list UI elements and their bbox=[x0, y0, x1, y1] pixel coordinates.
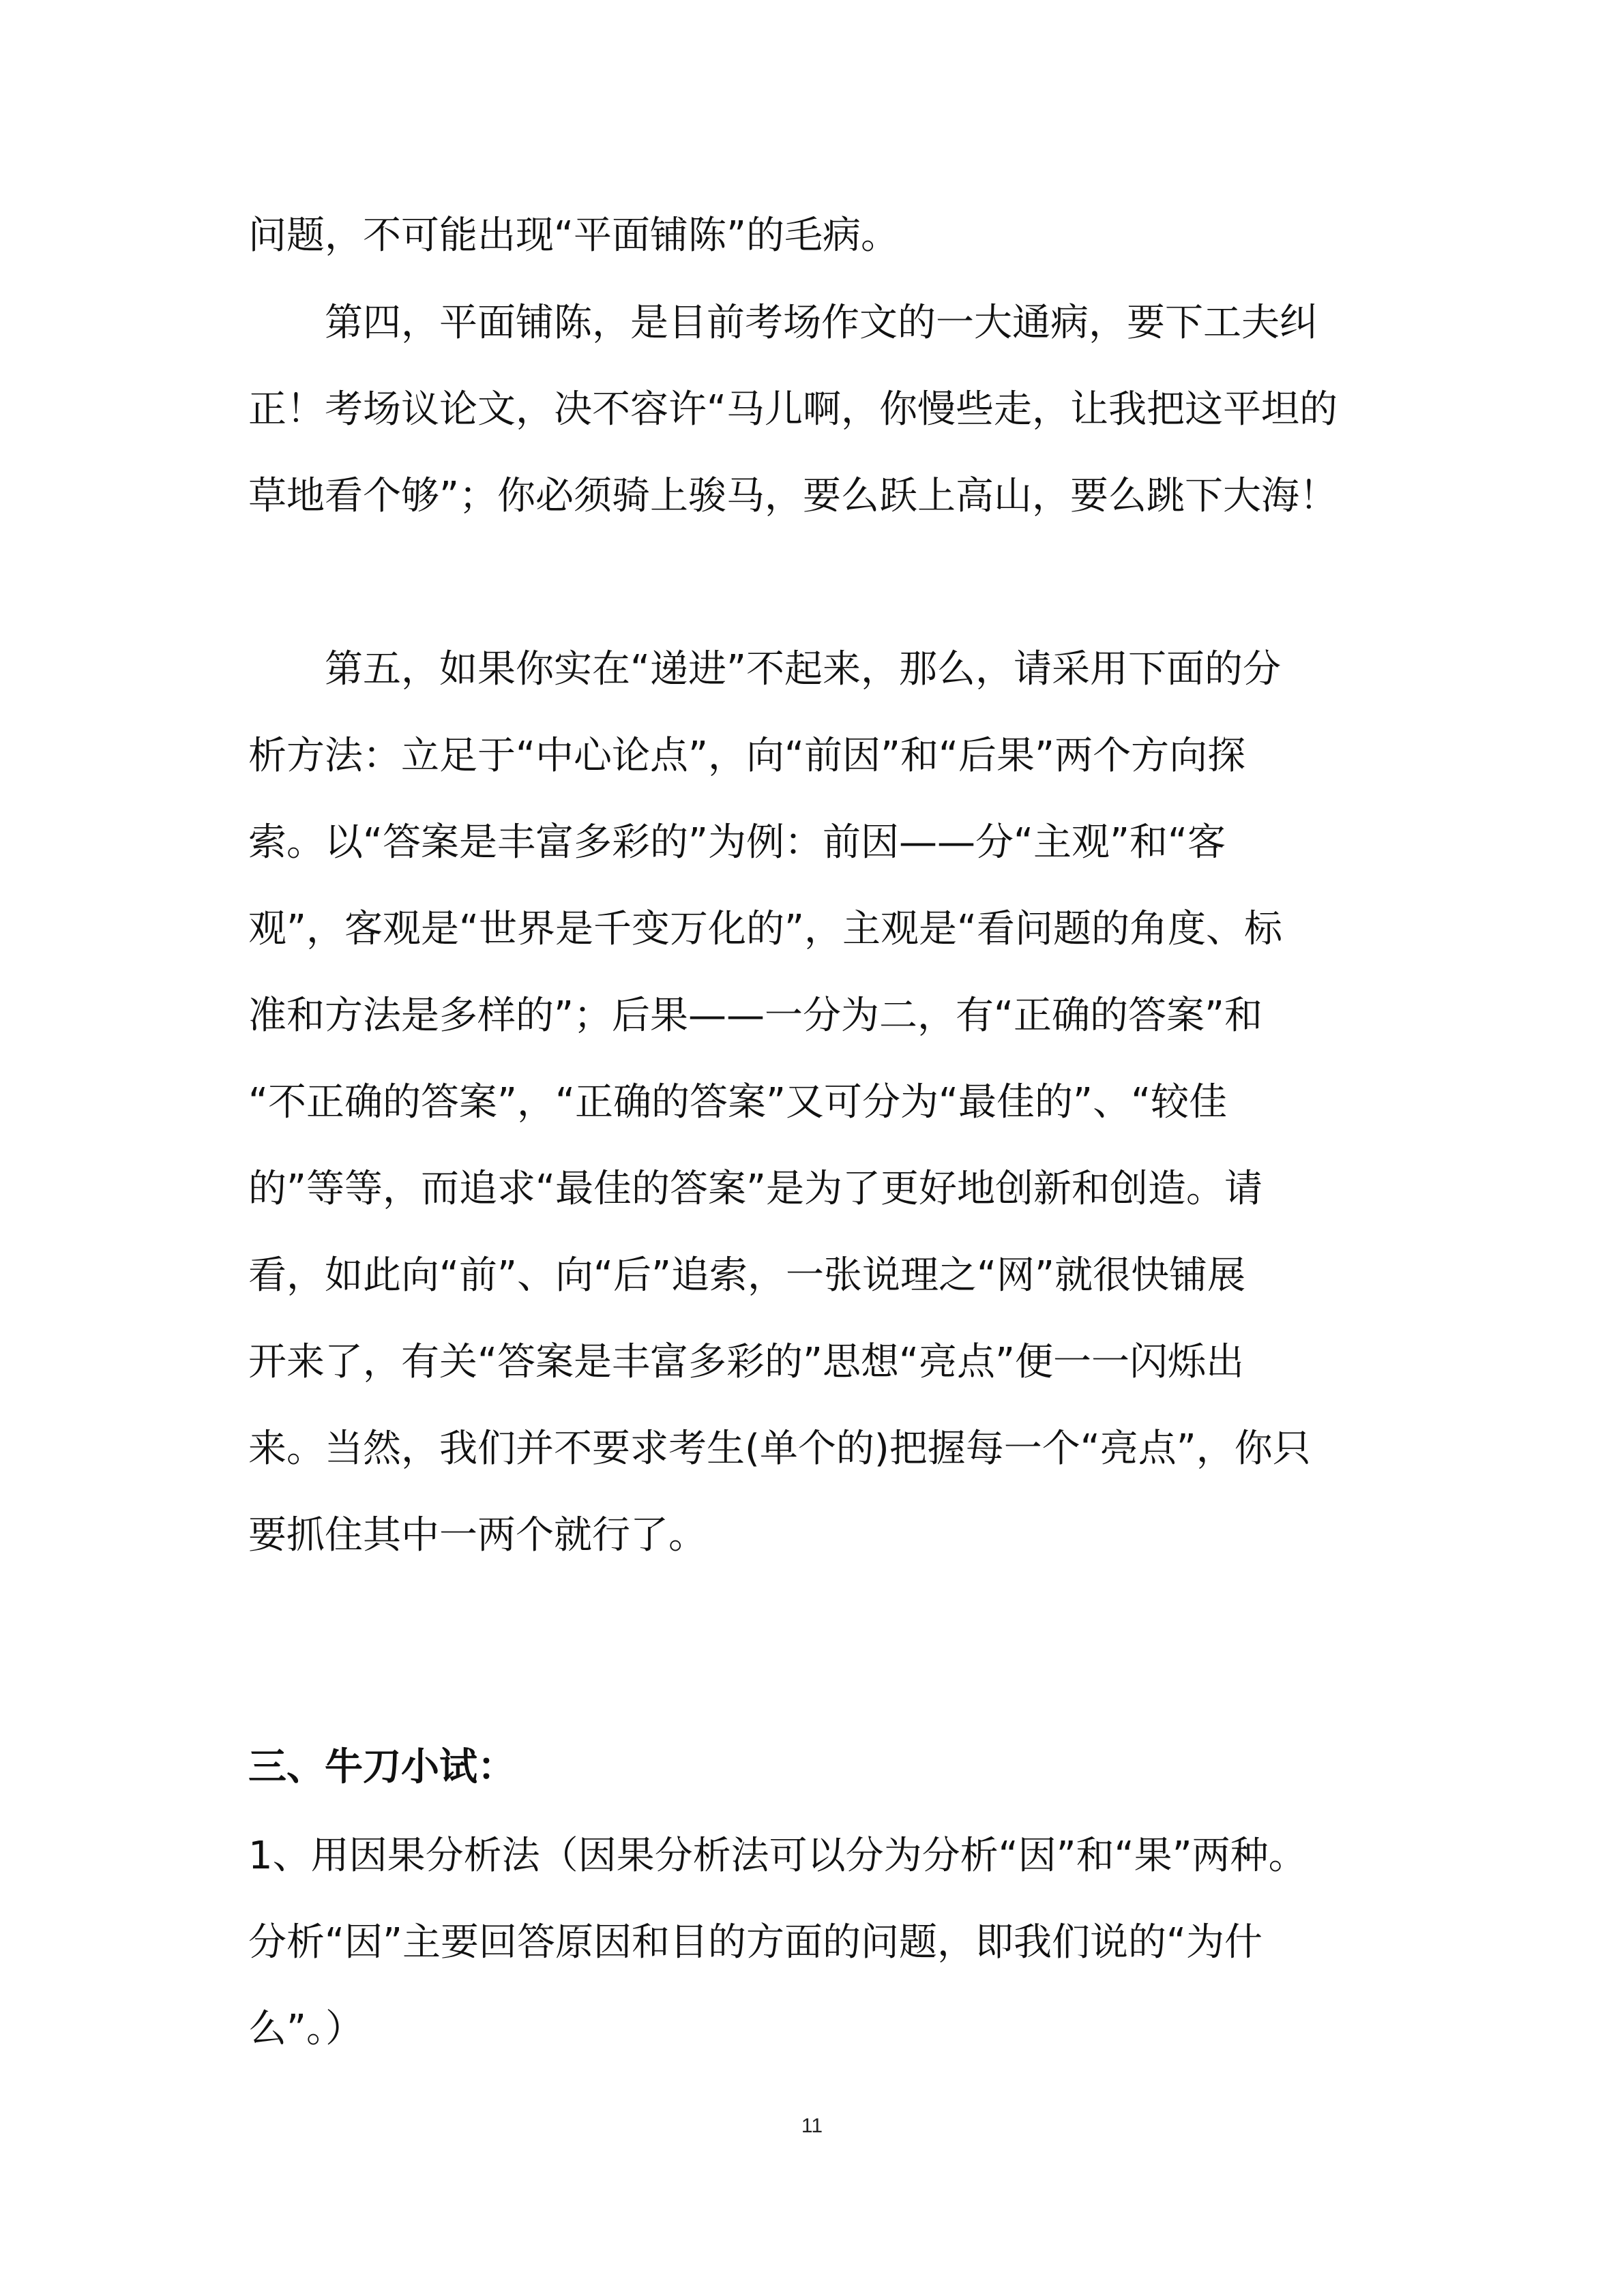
text-line-14: 来。当然，我们并不要求考生(单个的)把握每一个“亮点”，你只 bbox=[248, 1427, 1311, 1471]
text-line-2: 第四，平面铺陈，是目前考场作文的一大通病，要下工夫纠 bbox=[248, 301, 1318, 345]
exercise-line-2: 分析“因”主要回答原因和目的方面的问题，即我们说的“为什 bbox=[248, 1920, 1263, 1965]
exercise-line-1: 1、用因果分析法（因果分析法可以分为分析“因”和“果”两种。 bbox=[248, 1834, 1307, 1878]
section-heading: 三、牛刀小试： bbox=[248, 1745, 516, 1789]
exercise-line-3: 么”。） bbox=[248, 2007, 364, 2051]
text-line-5: 第五，如果你实在“递进”不起来，那么，请采用下面的分 bbox=[248, 647, 1282, 691]
text-line-9: 准和方法是多样的”；后果——一分为二，有“正确的答案”和 bbox=[248, 994, 1263, 1038]
text-line-11: 的”等等，而追求“最佳的答案”是为了更好地创新和创造。请 bbox=[248, 1167, 1263, 1211]
text-line-13: 开来了，有关“答案是丰富多彩的”思想“亮点”便一一闪烁出 bbox=[248, 1340, 1245, 1384]
text-line-7: 索。以“答案是丰富多彩的”为例：前因——分“主观”和“客 bbox=[248, 820, 1226, 865]
text-line-15: 要抓住其中一两个就行了。 bbox=[248, 1513, 707, 1557]
text-line-10: “不正确的答案”，“正确的答案”又可分为“最佳的”、“较佳 bbox=[248, 1080, 1228, 1124]
text-line-6: 析方法：立足于“中心论点”，向“前因”和“后果”两个方向探 bbox=[248, 734, 1246, 778]
text-line-12: 看，如此向“前”、向“后”追索，一张说理之“网”就很快铺展 bbox=[248, 1253, 1246, 1298]
text-line-4: 草地看个够”；你必须骑上骏马，要么跃上高山，要么跳下大海！ bbox=[248, 474, 1338, 518]
text-line-1: 问题，不可能出现“平面铺陈”的毛病。 bbox=[248, 213, 900, 258]
page-number: 11 bbox=[801, 2115, 823, 2137]
text-line-8: 观”，客观是“世界是千变万化的”，主观是“看问题的角度、标 bbox=[248, 907, 1283, 951]
text-line-3: 正！考场议论文，决不容许“马儿啊，你慢些走，让我把这平坦的 bbox=[248, 387, 1338, 432]
